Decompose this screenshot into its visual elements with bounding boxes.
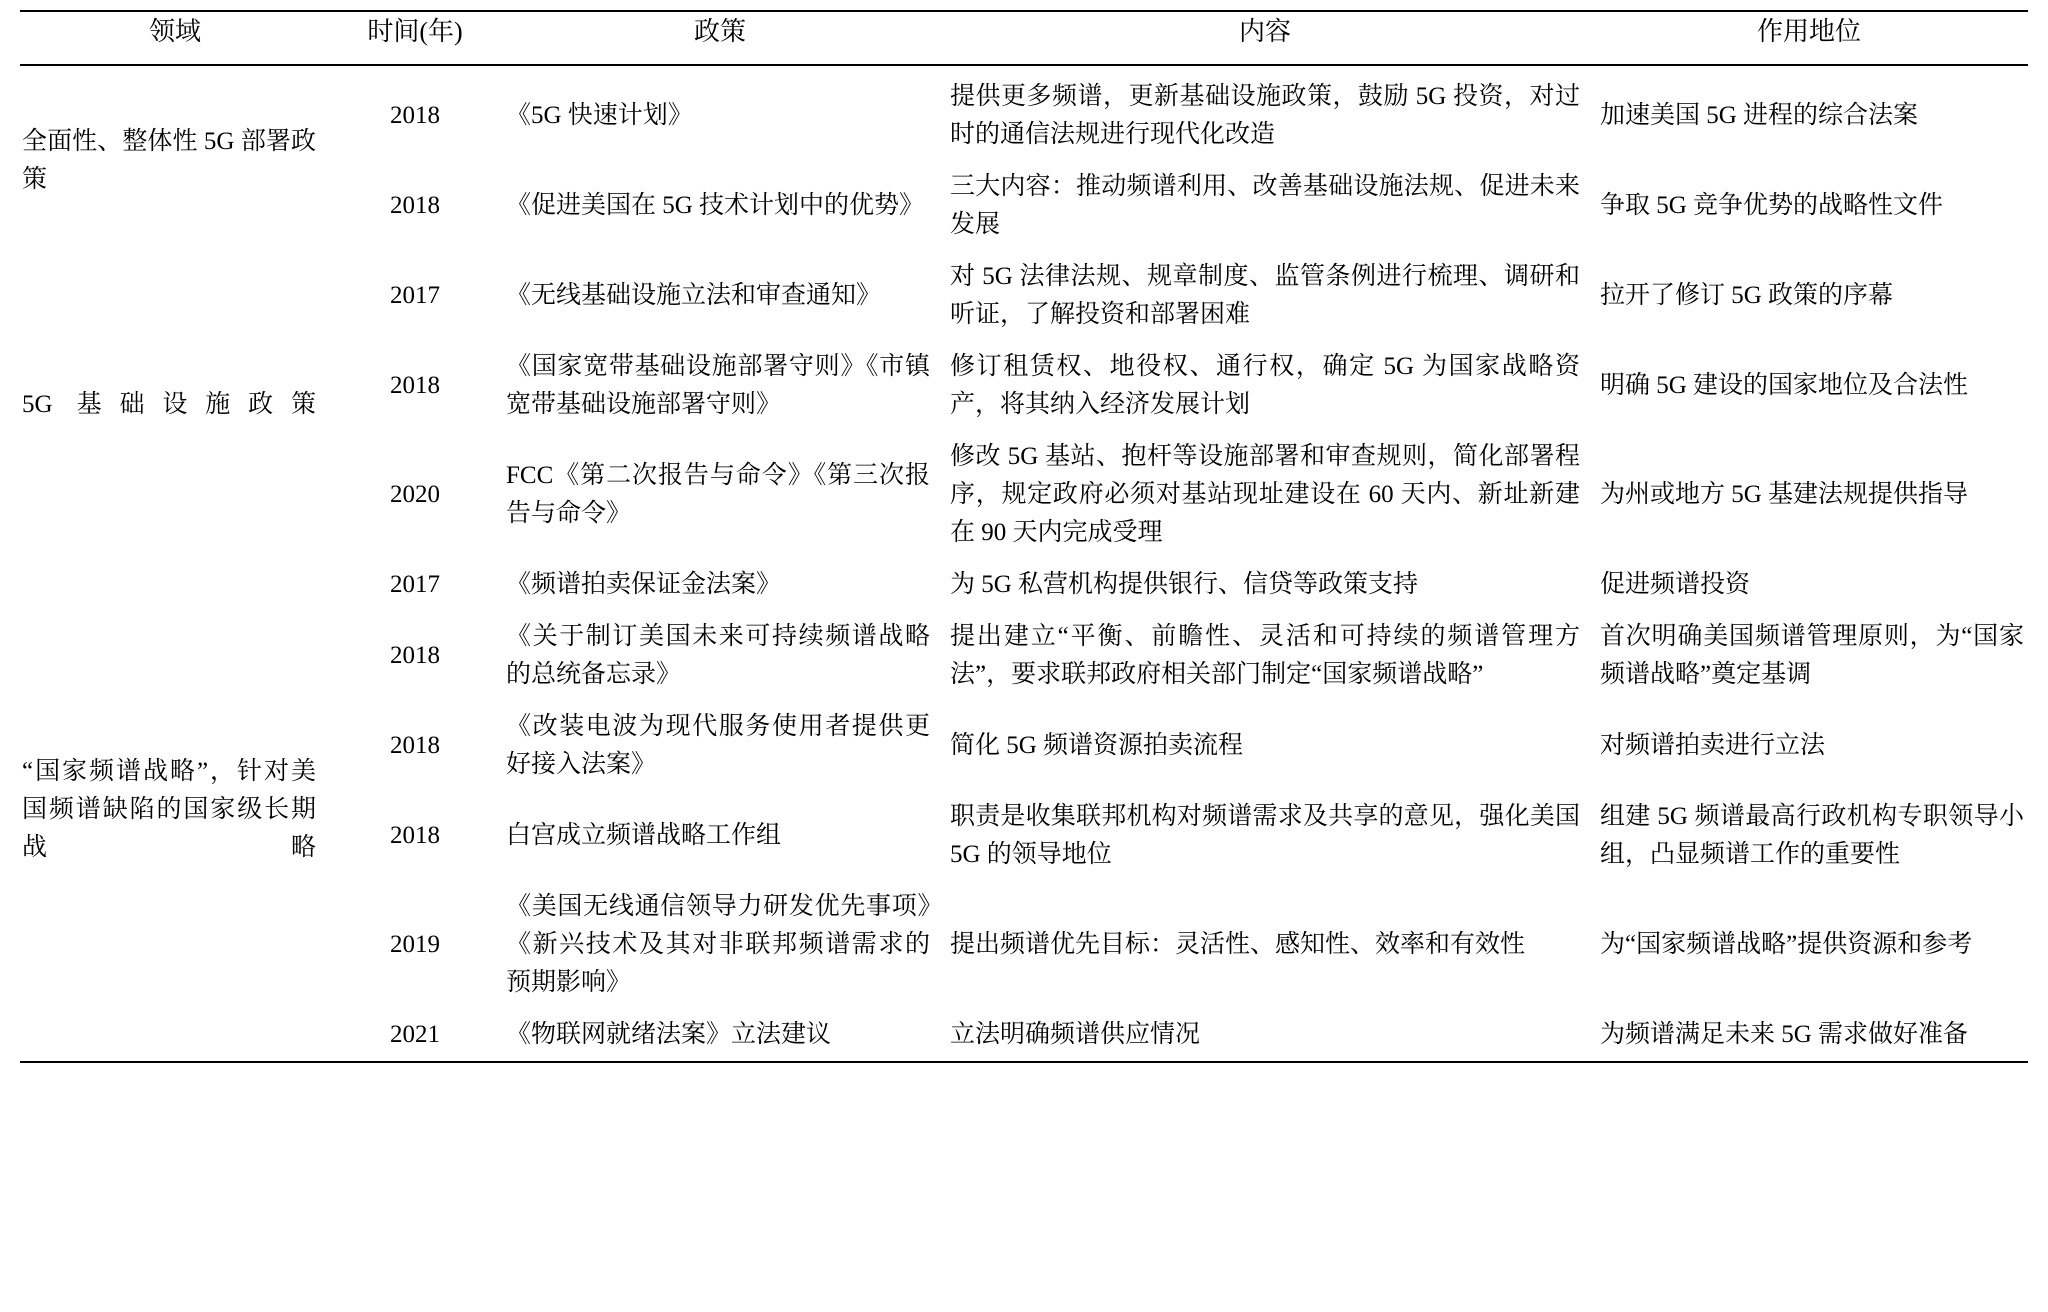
year-cell: 2018 [390, 821, 440, 849]
domain-cell: “国家频谱战略”，针对美国频谱缺陷的国家级长期战略 [22, 757, 316, 861]
role-cell: 为“国家频谱战略”提供资源和参考 [1600, 930, 1973, 958]
table-row [20, 559, 2028, 611]
content-cell: 为 5G 私营机构提供银行、信贷等政策支持 [950, 570, 1419, 598]
content-cell: 职责是收集联邦机构对频谱需求及共享的意见，强化美国 5G 的领导地位 [950, 802, 1580, 868]
year-cell: 2018 [390, 101, 440, 129]
content-cell: 修改 5G 基站、抱杆等设施部署和审查规则，简化部署程序，规定政府必须对基站现址建设在 60 天内、新址新建在 90 天内完成受理 [950, 442, 1580, 546]
column-header-role: 作用地位 [1590, 11, 2028, 65]
content-cell: 三大内容：推动频谱利用、改善基础设施法规、促进未来发展 [950, 172, 1580, 238]
year-cell: 2021 [390, 1020, 440, 1048]
content-cell: 简化 5G 频谱资源拍卖流程 [950, 731, 1244, 759]
role-cell: 明确 5G 建设的国家地位及合法性 [1600, 371, 1969, 399]
policy-cell: 《美国无线通信领导力研发优先事项》《新兴技术及其对非联邦频谱需求的预期影响》 [506, 892, 930, 996]
policy-cell: 《无线基础设施立法和审查通知》 [506, 281, 882, 309]
header-row [20, 11, 2028, 65]
year-cell: 2018 [390, 641, 440, 669]
content-cell: 提出建立“平衡、前瞻性、灵活和可持续的频谱管理方法”，要求联邦政府相关部门制定“国家频谱战略” [950, 622, 1580, 688]
policy-cell: 《关于制订美国未来可持续频谱战略的总统备忘录》 [506, 622, 930, 688]
content-cell: 提供更多频谱，更新基础设施政策，鼓励 5G 投资，对过时的通信法规进行现代化改造 [950, 82, 1580, 148]
year-cell: 2018 [390, 191, 440, 219]
role-cell: 组建 5G 频谱最高行政机构专职领导小组，凸显频谱工作的重要性 [1600, 802, 2024, 868]
role-cell: 拉开了修订 5G 政策的序幕 [1600, 281, 1894, 309]
year-cell: 2017 [390, 281, 440, 309]
year-cell: 2017 [390, 570, 440, 598]
policy-table [20, 10, 2028, 1063]
policy-cell: 《5G 快速计划》 [506, 101, 693, 129]
domain-cell: 全面性、整体性 5G 部署政策 [22, 127, 316, 193]
table-head [20, 11, 2028, 65]
table-body [20, 65, 2028, 1062]
policy-cell: 《促进美国在 5G 技术计划中的优势》 [506, 191, 925, 219]
policy-cell: 白宫成立频谱战略工作组 [506, 821, 782, 849]
year-cell: 2020 [390, 480, 440, 508]
role-cell: 对频谱拍卖进行立法 [1600, 731, 1826, 759]
year-cell: 2018 [390, 371, 440, 399]
table-foot [20, 1062, 2028, 1063]
content-cell: 修订租赁权、地役权、通行权，确定 5G 为国家战略资产，将其纳入经济发展计划 [950, 352, 1580, 418]
year-cell: 2018 [390, 731, 440, 759]
policy-cell: 《国家宽带基础设施部署守则》《市镇宽带基础设施部署守则》 [506, 352, 930, 418]
column-header-year: 时间(年) [330, 11, 500, 65]
content-cell: 对 5G 法律法规、规章制度、监管条例进行梳理、调研和听证，了解投资和部署困难 [950, 262, 1580, 328]
role-cell: 为频谱满足未来 5G 需求做好准备 [1600, 1020, 1969, 1048]
role-cell: 加速美国 5G 进程的综合法案 [1600, 101, 1919, 129]
column-header-policy: 政策 [500, 11, 940, 65]
table-row [20, 251, 2028, 341]
policy-cell: 《物联网就绪法案》立法建议 [506, 1020, 832, 1048]
policy-cell: 《改装电波为现代服务使用者提供更好接入法案》 [506, 712, 930, 778]
column-header-content: 内容 [940, 11, 1590, 65]
bottom-rule-row [20, 1062, 2028, 1063]
table-row [20, 65, 2028, 161]
content-cell: 立法明确频谱供应情况 [950, 1020, 1201, 1048]
policy-cell: FCC《第二次报告与命令》《第三次报告与命令》 [506, 461, 930, 527]
role-cell: 为州或地方 5G 基建法规提供指导 [1600, 480, 1969, 508]
column-header-domain: 领域 [20, 11, 330, 65]
role-cell: 首次明确美国频谱管理原则，为“国家频谱战略”奠定基调 [1600, 622, 2024, 688]
role-cell: 促进频谱投资 [1600, 570, 1751, 598]
content-cell: 提出频谱优先目标：灵活性、感知性、效率和有效性 [950, 930, 1526, 958]
bottom-rule [20, 1062, 2028, 1063]
policy-cell: 《频谱拍卖保证金法案》 [506, 570, 782, 598]
year-cell: 2019 [390, 930, 440, 958]
role-cell: 争取 5G 竞争优势的战略性文件 [1600, 191, 1944, 219]
domain-cell: 5G 基础设施政策 [22, 390, 316, 418]
